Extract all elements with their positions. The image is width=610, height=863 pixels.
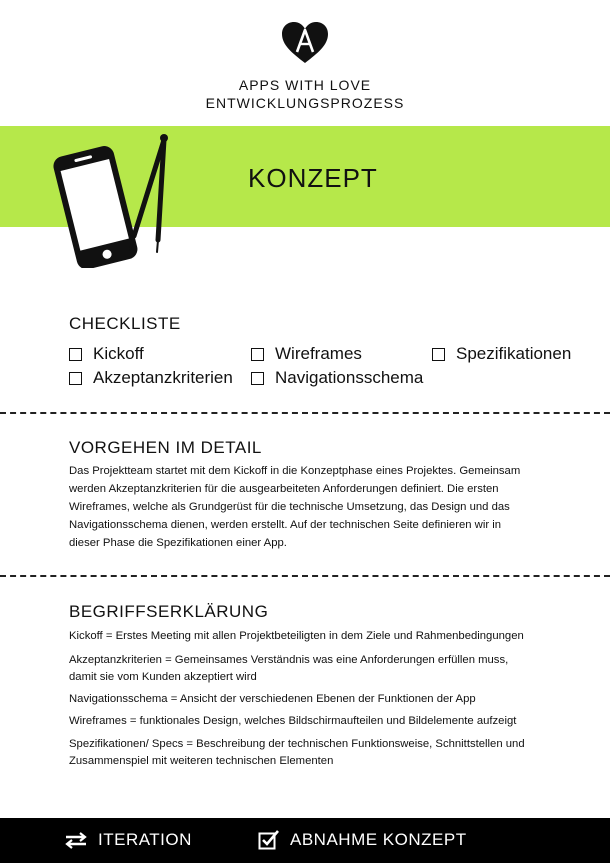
glossary-entry-kickoff bbox=[69, 628, 559, 645]
iteration-link[interactable] bbox=[64, 830, 192, 850]
glossary-entry-wireframes bbox=[69, 713, 559, 730]
checklist-item-wireframes[interactable] bbox=[251, 344, 362, 364]
checkbox[interactable] bbox=[432, 348, 445, 361]
glossary-line: Kickoff = Erstes Meeting mit allen Projektbeteiligten in dem Ziele und Rahmenbedingungen bbox=[69, 630, 524, 642]
heart-a-logo bbox=[282, 22, 328, 64]
checkbox[interactable] bbox=[251, 372, 264, 385]
detail-line: Wireframes, welche als Grundgerüst für die technische Umsetzung, das Design und das bbox=[69, 501, 510, 513]
checklist-item-spezifikationen[interactable] bbox=[432, 344, 571, 364]
glossary-line: Akzeptanzkriterien = Gemeinsames Verständnis was eine Anforderungen erfüllen muss, bbox=[69, 654, 509, 666]
glossary-title: BEGRIFFSERKLÄRUNG bbox=[69, 602, 269, 621]
checklist-item-label: Wireframes bbox=[275, 344, 362, 363]
glossary-line: Wireframes = funktionales Design, welches Bildschirmaufteilen und Bildelemente aufzeigt bbox=[69, 715, 517, 727]
checklist-item-kickoff[interactable] bbox=[69, 344, 144, 364]
checklist-item-label: Spezifikationen bbox=[456, 344, 572, 363]
divider bbox=[0, 575, 610, 577]
brand-title bbox=[0, 76, 610, 112]
checklist-item-navigationsschema[interactable] bbox=[251, 368, 423, 388]
iteration-arrows-icon bbox=[64, 831, 88, 849]
approval-label: ABNAHME KONZEPT bbox=[290, 830, 467, 849]
detail-line: Das Projektteam startet mit dem Kickoff in die Konzeptphase eines Projektes. Gemeinsam bbox=[69, 465, 521, 477]
iteration-label: ITERATION bbox=[98, 830, 192, 849]
checkbox[interactable] bbox=[69, 372, 82, 385]
checklist-title: CHECKLISTE bbox=[69, 314, 181, 333]
glossary-line: Spezifikationen/ Specs = Beschreibung der technischen Funktionsweise, Schnittstellen und bbox=[69, 738, 525, 750]
checklist-item-akzeptanzkriterien[interactable] bbox=[69, 368, 233, 388]
glossary-entry-spezifikationen bbox=[69, 736, 559, 770]
footer-bar bbox=[0, 818, 610, 863]
glossary-line: Zusammenspiel mit weiteren technischen Elementen bbox=[69, 755, 334, 767]
detail-line: dieser Phase die Spezifikationen einer App. bbox=[69, 537, 287, 549]
detail-paragraph bbox=[69, 462, 549, 552]
detail-line: werden Akzeptanzkriterien für die ausgearbeiteten Anforderungen definiert. Die ersten bbox=[69, 483, 499, 495]
checkbox[interactable] bbox=[69, 348, 82, 361]
check-box-icon bbox=[258, 830, 280, 850]
phase-title: KONZEPT bbox=[248, 163, 378, 193]
approval-link[interactable] bbox=[258, 830, 467, 850]
checklist bbox=[69, 344, 589, 390]
brand-line-2: ENTWICKLUNGSPROZESS bbox=[205, 95, 405, 111]
glossary-entry-akzeptanzkriterien bbox=[69, 652, 559, 686]
checklist-item-label: Kickoff bbox=[93, 344, 144, 363]
detail-line: Navigationsschema dienen, werden erstellt. Auf der technischen Seite definieren wir in bbox=[69, 519, 502, 531]
detail-title: VORGEHEN IM DETAIL bbox=[69, 438, 262, 457]
divider bbox=[0, 412, 610, 414]
header bbox=[0, 0, 610, 126]
glossary-line: damit sie vom Kunden akzeptiert wird bbox=[69, 671, 257, 683]
brand-line-1: APPS WITH LOVE bbox=[238, 77, 372, 93]
checklist-item-label: Akzeptanzkriterien bbox=[93, 368, 233, 387]
checklist-item-label: Navigationsschema bbox=[275, 368, 424, 387]
glossary-line: Navigationsschema = Ansicht der verschiedenen Ebenen der Funktionen der App bbox=[69, 693, 476, 705]
phone-compass-icon bbox=[52, 128, 180, 268]
glossary-entry-navigationsschema bbox=[69, 691, 559, 708]
checkbox[interactable] bbox=[251, 348, 264, 361]
